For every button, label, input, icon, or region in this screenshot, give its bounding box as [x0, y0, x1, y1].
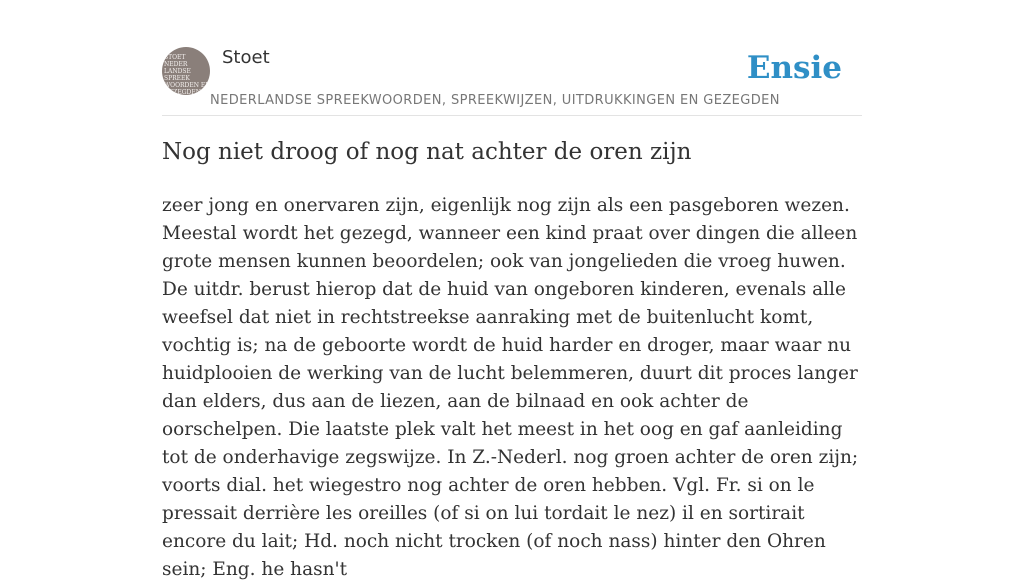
ensie-logo-link[interactable]: Ensie [746, 50, 842, 86]
avatar-text-line: SPREEK [164, 75, 190, 82]
entry-title: Nog niet droog of nog nat achter de oren zijn [162, 139, 692, 165]
avatar-text-line: NEDER [164, 61, 188, 68]
avatar-text-line: WOORDEN EN [164, 82, 210, 89]
source-avatar[interactable] [162, 47, 210, 95]
avatar-text-line: GEZEGDEN [164, 89, 201, 95]
header-divider [162, 115, 862, 116]
source-subtitle: NEDERLANDSE SPREEKWOORDEN, SPREEKWIJZEN, UITDRUKKINGEN EN GEZEGDEN [210, 93, 780, 108]
entry-body: zeer jong en onervaren zijn, eigenlijk nog zijn als een pasgeboren wezen. Meestal wordt het gezegd, wanneer een kind praat over dingen die alleen grote mensen kunnen beoordelen; ook van jongelieden die vroeg huwen. De uitdr. berust hierop dat de huid van ongeboren kinderen, evenals alle weefsel dat niet in rechtstreekse aanraking met de buitenlucht komt, vochtig is; na de geboorte wordt de huid harder en droger, maar waar nu huidplooien de werking van de lucht belemmeren, duurt dit proces langer dan elders, dus aan de liezen, aan de bilnaad en ook achter de oorschelpen. Die laatste plek valt het meest in het oog en gaf aanleiding tot de onderhavige zegswijze. In Z.-Nederl. nog groen achter de oren zijn; voorts dial. het wiegestro nog achter de oren hebben. Vgl. Fr. si on le pressait derrière les oreilles (of si on lui tordait le nez) il en sortirait encore du lait; Hd. noch nicht trocken (of noch nass) hinter den Ohren sein; Eng. he hasn't [162, 195, 859, 580]
source-name-link[interactable]: Stoet [222, 47, 270, 68]
avatar-text-line: LANDSE [164, 68, 191, 75]
avatar-text-line: STOET [164, 54, 186, 61]
